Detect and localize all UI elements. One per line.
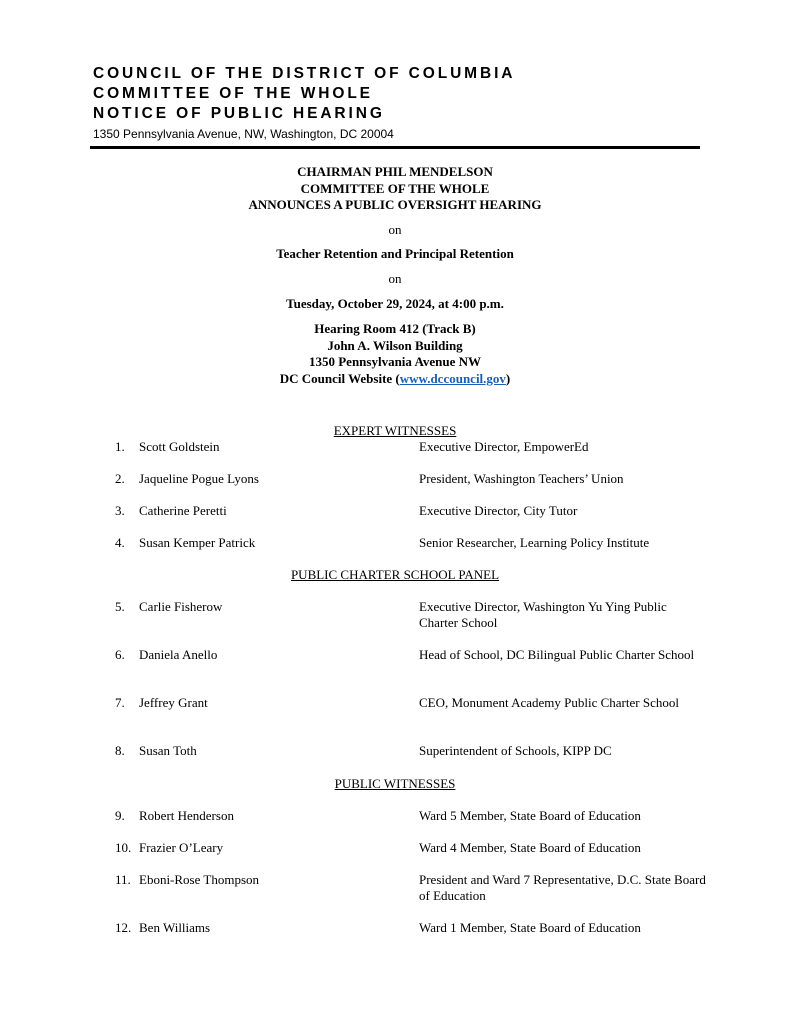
website-line	[90, 371, 700, 388]
witness-number: 4.	[115, 535, 125, 550]
witness-number: 6.	[115, 647, 125, 662]
witness-role: CEO, Monument Academy Public Charter School	[419, 695, 679, 710]
witness-name: Daniela Anello	[139, 647, 218, 662]
street-address: 1350 Pennsylvania Avenue NW	[308, 354, 482, 370]
witness-role: Ward 4 Member, State Board of Education	[419, 840, 641, 855]
witness-name: Jeffrey Grant	[139, 695, 208, 710]
witness-name: Scott Goldstein	[139, 439, 220, 454]
on-label-1: on	[388, 222, 402, 237]
witness-number: 2.	[115, 471, 125, 486]
witness-role: Senior Researcher, Learning Policy Institute	[419, 535, 650, 550]
on-label-2: on	[388, 271, 402, 286]
witness-number: 5.	[115, 599, 125, 614]
hearing-room: Hearing Room 412 (Track B)	[314, 321, 476, 336]
witness-name: Robert Henderson	[139, 808, 234, 823]
witness-role: Ward 1 Member, State Board of Education	[419, 920, 641, 935]
website-suffix: )	[505, 370, 511, 386]
witness-number: 9.	[115, 808, 125, 823]
witness-number: 10.	[115, 840, 132, 855]
website-link[interactable]: www.dccouncil.gov	[399, 370, 506, 386]
building-name: John A. Wilson Building	[327, 337, 463, 353]
witness-number: 12.	[115, 920, 132, 935]
hearing-topic: Teacher Retention and Principal Retention	[276, 246, 514, 261]
witness-role: Superintendent of Schools, KIPP DC	[419, 743, 612, 758]
witness-number: 8.	[115, 743, 125, 758]
witness-role: Executive Director, City Tutor	[419, 503, 578, 518]
witness-number: 1.	[115, 439, 125, 454]
header-divider	[90, 146, 700, 149]
location-block	[90, 321, 700, 387]
witness-name: Eboni-Rose Thompson	[139, 872, 260, 887]
committee-line: COMMITTEE OF THE WHOLE	[300, 180, 490, 196]
section-expert-witnesses: EXPERT WITNESSES	[333, 423, 457, 438]
witness-role: President and Ward 7 Representative, D.C. State Board of Education	[419, 872, 706, 904]
witness-name: Frazier O’Leary	[139, 840, 224, 855]
witness-name: Catherine Peretti	[139, 503, 227, 518]
witness-name: Susan Toth	[139, 743, 197, 758]
notice-title: NOTICE OF PUBLIC HEARING	[93, 105, 385, 122]
letterhead	[93, 64, 703, 143]
witness-role: President, Washington Teachers’ Union	[419, 471, 624, 486]
chairman-line: CHAIRMAN PHIL MENDELSON	[297, 164, 493, 179]
witness-name: Ben Williams	[139, 920, 211, 935]
announces-line: ANNOUNCES A PUBLIC OVERSIGHT HEARING	[248, 197, 542, 213]
witness-name: Carlie Fisherow	[139, 599, 223, 614]
witness-name: Jaqueline Pogue Lyons	[139, 471, 259, 486]
section-public-witnesses: PUBLIC WITNESSES	[334, 776, 456, 791]
witness-role: Executive Director, EmpowerEd	[419, 439, 589, 454]
committee-name: COMMITTEE OF THE WHOLE	[93, 85, 373, 102]
witness-number: 7.	[115, 695, 125, 710]
announcement-block	[90, 164, 700, 214]
hearing-datetime: Tuesday, October 29, 2024, at 4:00 p.m.	[286, 296, 504, 311]
witness-number: 3.	[115, 503, 125, 518]
council-address: 1350 Pennsylvania Avenue, NW, Washington, DC 20004	[93, 127, 394, 141]
witness-role: Executive Director, Washington Yu Ying Public Charter School	[419, 599, 667, 631]
witness-role: Head of School, DC Bilingual Public Charter School	[419, 647, 695, 662]
witness-role: Ward 5 Member, State Board of Education	[419, 808, 641, 823]
witness-name: Susan Kemper Patrick	[139, 535, 256, 550]
section-charter-panel: PUBLIC CHARTER SCHOOL PANEL	[290, 567, 500, 582]
council-name: COUNCIL OF THE DISTRICT OF COLUMBIA	[93, 65, 516, 82]
website-prefix: DC Council Website (	[279, 370, 400, 386]
witness-number: 11.	[115, 872, 131, 887]
